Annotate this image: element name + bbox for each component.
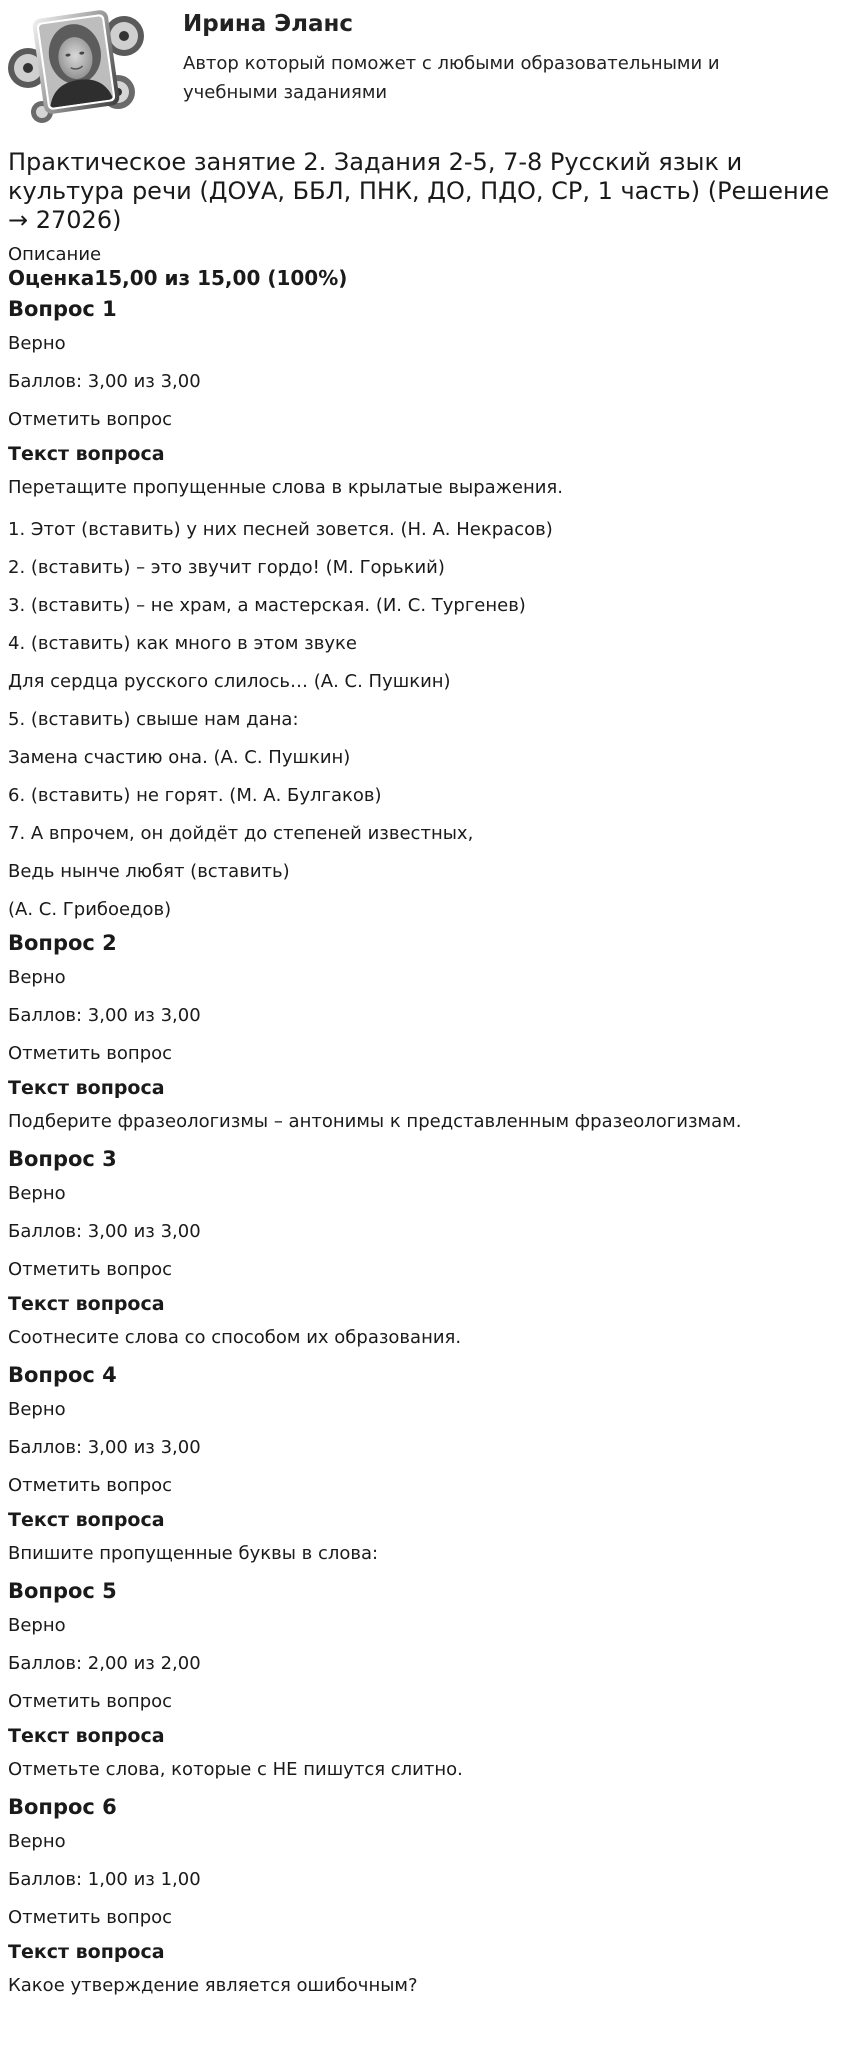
flag-question-link[interactable]: Отметить вопрос: [8, 1907, 173, 1928]
question-text-line: Впишите пропущенные буквы в слова:: [8, 1543, 379, 1564]
question-text-line: Подберите фразеологизмы – антонимы к представленным фразеологизмам.: [8, 1111, 742, 1132]
question-block: [8, 1793, 838, 2009]
question-text-line: Отметьте слова, которые с НЕ пишутся слитно.: [8, 1759, 463, 1780]
question-text-line: 6. (вставить) не горят. (М. А. Булгаков): [8, 785, 382, 806]
question-text-line: 4. (вставить) как много в этом звуке: [8, 633, 357, 654]
question-heading: Вопрос 5: [8, 1579, 117, 1603]
question-text-label: Текст вопроса: [8, 1077, 165, 1099]
question-text-line: Перетащите пропущенные слова в крылатые выражения.: [8, 477, 563, 498]
question-heading: Вопрос 6: [8, 1795, 117, 1819]
question-status: Верно: [8, 1183, 66, 1204]
question-status: Верно: [8, 1615, 66, 1636]
document-content: [8, 240, 838, 2009]
question-score: Баллов: 3,00 из 3,00: [8, 371, 201, 392]
author-header: [0, 0, 847, 130]
question-heading: Вопрос 1: [8, 297, 117, 321]
question-text-label: Текст вопроса: [8, 1941, 165, 1963]
question-score: Баллов: 3,00 из 3,00: [8, 1221, 201, 1242]
question-block: [8, 1577, 838, 1793]
question-score: Баллов: 3,00 из 3,00: [8, 1437, 201, 1458]
question-score: Баллов: 1,00 из 1,00: [8, 1869, 201, 1890]
question-text-line: 3. (вставить) – не храм, а мастерская. (И. С. Тургенев): [8, 595, 526, 616]
question-text-line: Ведь нынче любят (вставить): [8, 861, 290, 882]
question-block: [8, 929, 838, 1145]
question-text-label: Текст вопроса: [8, 1509, 165, 1531]
question-text-line: 5. (вставить) свыше нам дана:: [8, 709, 299, 730]
flag-question-link[interactable]: Отметить вопрос: [8, 1259, 173, 1280]
question-score: Баллов: 3,00 из 3,00: [8, 1005, 201, 1026]
question-text-line: (А. С. Грибоедов): [8, 899, 172, 920]
question-text: [8, 1539, 838, 1577]
question-text: [8, 1971, 838, 2009]
document-title: Практическое занятие 2. Задания 2-5, 7-8 Русский язык и культура речи (ДОУА, ББЛ, ПНК, ДО, ПДО, СР, 1 часть) (Решение → 27026): [8, 148, 830, 234]
question-text: [8, 1107, 838, 1145]
author-description: Автор который поможет с любыми образовательными и учебными заданиями: [183, 53, 720, 103]
flag-question-link[interactable]: Отметить вопрос: [8, 409, 173, 430]
question-text-line: Соотнесите слова со способом их образования.: [8, 1327, 462, 1348]
question-block: [8, 1361, 838, 1577]
question-heading: Вопрос 3: [8, 1147, 117, 1171]
question-status: Верно: [8, 1399, 66, 1420]
question-text: [8, 473, 838, 929]
question-block: [8, 1145, 838, 1361]
question-heading: Вопрос 2: [8, 931, 117, 955]
question-text-label: Текст вопроса: [8, 1293, 165, 1315]
question-status: Верно: [8, 967, 66, 988]
flag-question-link[interactable]: Отметить вопрос: [8, 1043, 173, 1064]
description-label: Описание: [8, 244, 102, 265]
question-text-label: Текст вопроса: [8, 443, 165, 465]
flag-question-link[interactable]: Отметить вопрос: [8, 1691, 173, 1712]
question-text-line: Для сердца русского слилось… (А. С. Пушкин): [8, 671, 451, 692]
question-text-line: 2. (вставить) – это звучит гордо! (М. Горький): [8, 557, 445, 578]
question-heading: Вопрос 4: [8, 1363, 117, 1387]
question-status: Верно: [8, 333, 66, 354]
question-text-label: Текст вопроса: [8, 1725, 165, 1747]
question-block: [8, 295, 838, 929]
question-text: [8, 1755, 838, 1793]
question-text-line: 7. А впрочем, он дойдёт до степеней известных,: [8, 823, 474, 844]
question-text-line: Замена счастию она. (А. С. Пушкин): [8, 747, 351, 768]
flag-question-link[interactable]: Отметить вопрос: [8, 1475, 173, 1496]
grade-summary: Оценка15,00 из 15,00 (100%): [8, 266, 348, 290]
question-score: Баллов: 2,00 из 2,00: [8, 1653, 201, 1674]
avatar: [6, 6, 146, 124]
question-status: Верно: [8, 1831, 66, 1852]
question-text: [8, 1323, 838, 1361]
question-text-line: Какое утверждение является ошибочным?: [8, 1975, 418, 1996]
question-text-line: 1. Этот (вставить) у них песней зовется. (Н. А. Некрасов): [8, 519, 553, 540]
author-name: Ирина Эланс: [183, 11, 354, 37]
